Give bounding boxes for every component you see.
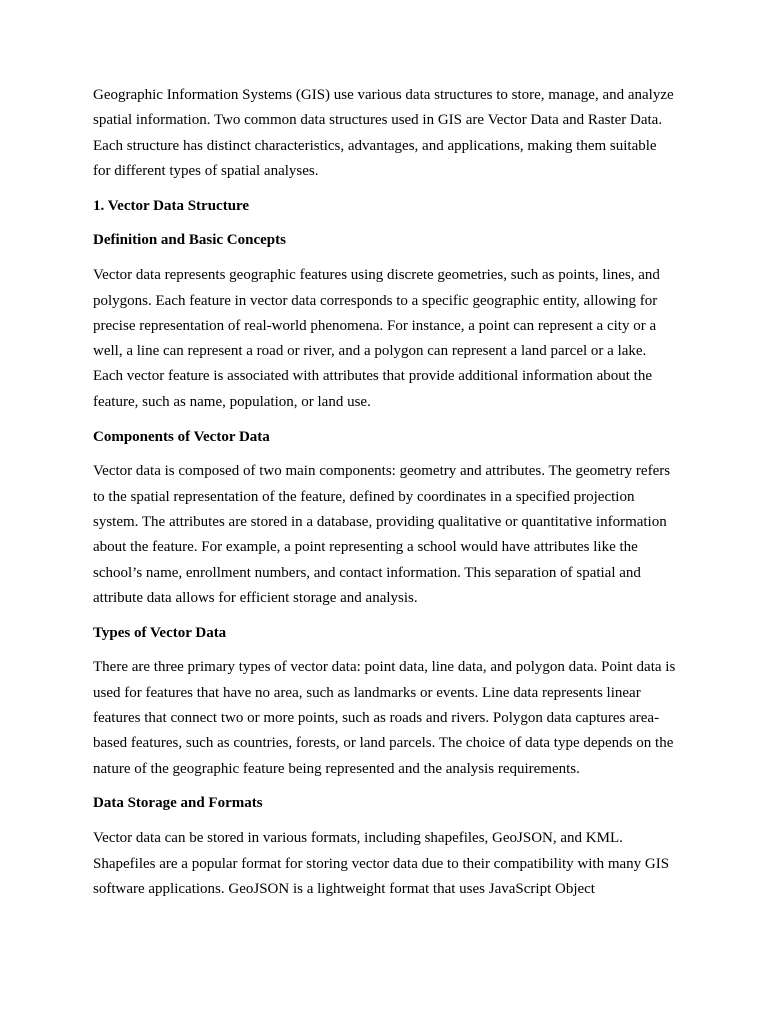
subheading-components: Components of Vector Data: [93, 428, 270, 445]
paragraph-types: There are three primary types of vector data: point data, line data, and polygon data. Point data is used for features that have no area, such as landmarks or events. Line data represents linear features that connect two or more points, such as roads and rivers. Polygon data captures area-based features, such as countries, forests, or land parcels. The choice of data type depends on the nature of the geographic feature being represented and the analysis requirements.: [93, 659, 676, 777]
section-title: 1. Vector Data Structure: [93, 197, 250, 214]
subheading-storage: Data Storage and Formats: [93, 795, 263, 812]
intro-paragraph: Geographic Information Systems (GIS) use various data structures to store, manage, and analyze spatial information. Two common data structures used in GIS are Vector Data and Raster Data. Each structure has distinct characteristics, advantages, and applications, making them suitable for different types of spatial analyses.: [93, 87, 674, 179]
paragraph-definition: Vector data represents geographic features using discrete geometries, such as points, lines, and polygons. Each feature in vector data corresponds to a specific geographic entity, allowing for precise representation of real-world phenomena. For instance, a point can represent a city or a well, a line can represent a road or river, and a polygon can represent a land parcel or a lake. Each vector feature is associated with attributes that provide additional information about the feature, such as name, population, or land use.: [93, 267, 660, 410]
document-body: [93, 83, 677, 912]
paragraph-storage: Vector data can be stored in various formats, including shapefiles, GeoJSON, and KML. Shapefiles are a popular format for storing vector data due to their compatibility with many GIS software applications. GeoJSON is a lightweight format that uses JavaScript Object: [93, 830, 670, 897]
paragraph-components: Vector data is composed of two main components: geometry and attributes. The geometry refers to the spatial representation of the feature, defined by coordinates in a specified projection system. The attributes are stored in a database, providing qualitative or quantitative information about the feature. For example, a point representing a school would have attributes like the school’s name, enrollment numbers, and contact information. This separation of spatial and attribute data allows for efficient storage and analysis.: [93, 463, 671, 606]
subheading-types: Types of Vector Data: [93, 624, 227, 641]
subheading-definition: Definition and Basic Concepts: [93, 232, 286, 249]
